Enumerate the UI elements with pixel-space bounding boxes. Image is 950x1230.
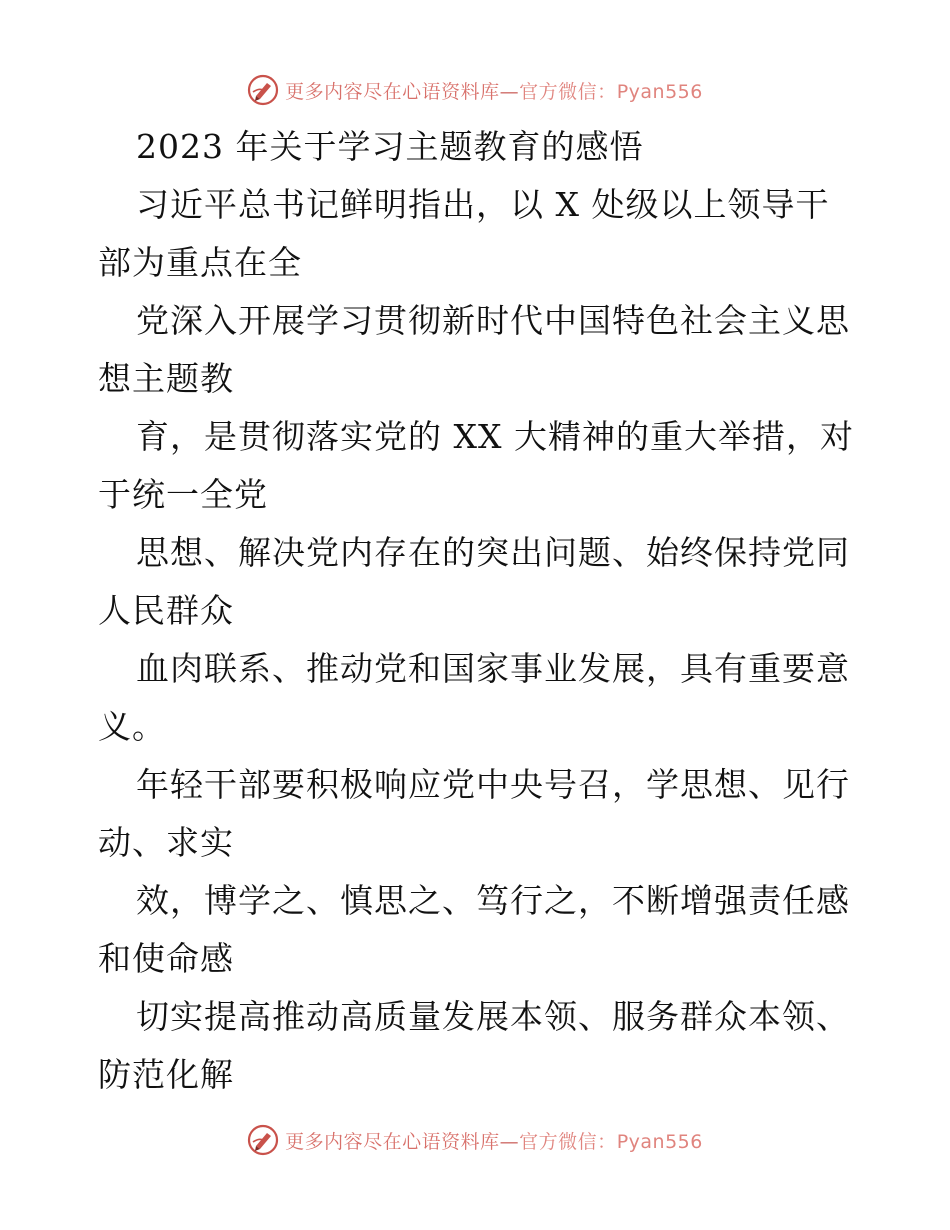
paragraph-line: 切实提高推动高质量发展本领、服务群众本领、 [136, 997, 850, 1036]
watermark-separator: — [499, 80, 520, 103]
paragraph-line: 效，博学之、慎思之、笃行之，不断增强责任感 [136, 881, 850, 920]
paragraph-line: 部为重点在全 [98, 243, 302, 282]
paragraph-line: 血肉联系、推动党和国家事业发展，具有重要意 [136, 649, 850, 688]
watermark-wechat-label: 官方微信： [519, 1130, 617, 1153]
watermark-site: 更多内容尽在心语资料库 [285, 80, 500, 103]
paragraph-line: 防范化解 [98, 1055, 234, 1094]
paragraph-line: 年轻干部要积极响应党中央号召，学思想、见行 [136, 765, 850, 804]
watermark-text [285, 77, 703, 104]
paragraph-line: 党深入开展学习贯彻新时代中国特色社会主义思 [136, 301, 850, 340]
paragraph-line: 义。 [98, 707, 166, 746]
watermark-separator: — [499, 1130, 520, 1153]
watermark-wechat-id: Pyan556 [616, 80, 703, 103]
footer-watermark [0, 1120, 950, 1160]
paragraph-line: 习近平总书记鲜明指出，以 X 处级以上领导干 [136, 185, 830, 224]
watermark-text [285, 1127, 703, 1154]
paragraph-line: 育，是贯彻落实党的 XX 大精神的重大举措，对 [136, 417, 854, 456]
paragraph-line: 人民群众 [98, 591, 234, 630]
header-watermark [0, 70, 950, 110]
paragraph-line: 于统一全党 [98, 475, 268, 514]
pen-logo-icon [247, 74, 279, 106]
watermark-wechat-label: 官方微信： [519, 80, 617, 103]
paragraph-line: 和使命感 [98, 939, 234, 978]
watermark-wechat-id: Pyan556 [616, 1130, 703, 1153]
pen-logo-icon [247, 1124, 279, 1156]
paragraph-line: 动、求实 [98, 823, 234, 862]
paragraph-line: 思想、解决党内存在的突出问题、始终保持党同 [136, 533, 850, 572]
watermark-site: 更多内容尽在心语资料库 [285, 1130, 500, 1153]
document-title: 2023 年关于学习主题教育的感悟 [136, 127, 644, 166]
paragraph-line: 想主题教 [98, 359, 234, 398]
